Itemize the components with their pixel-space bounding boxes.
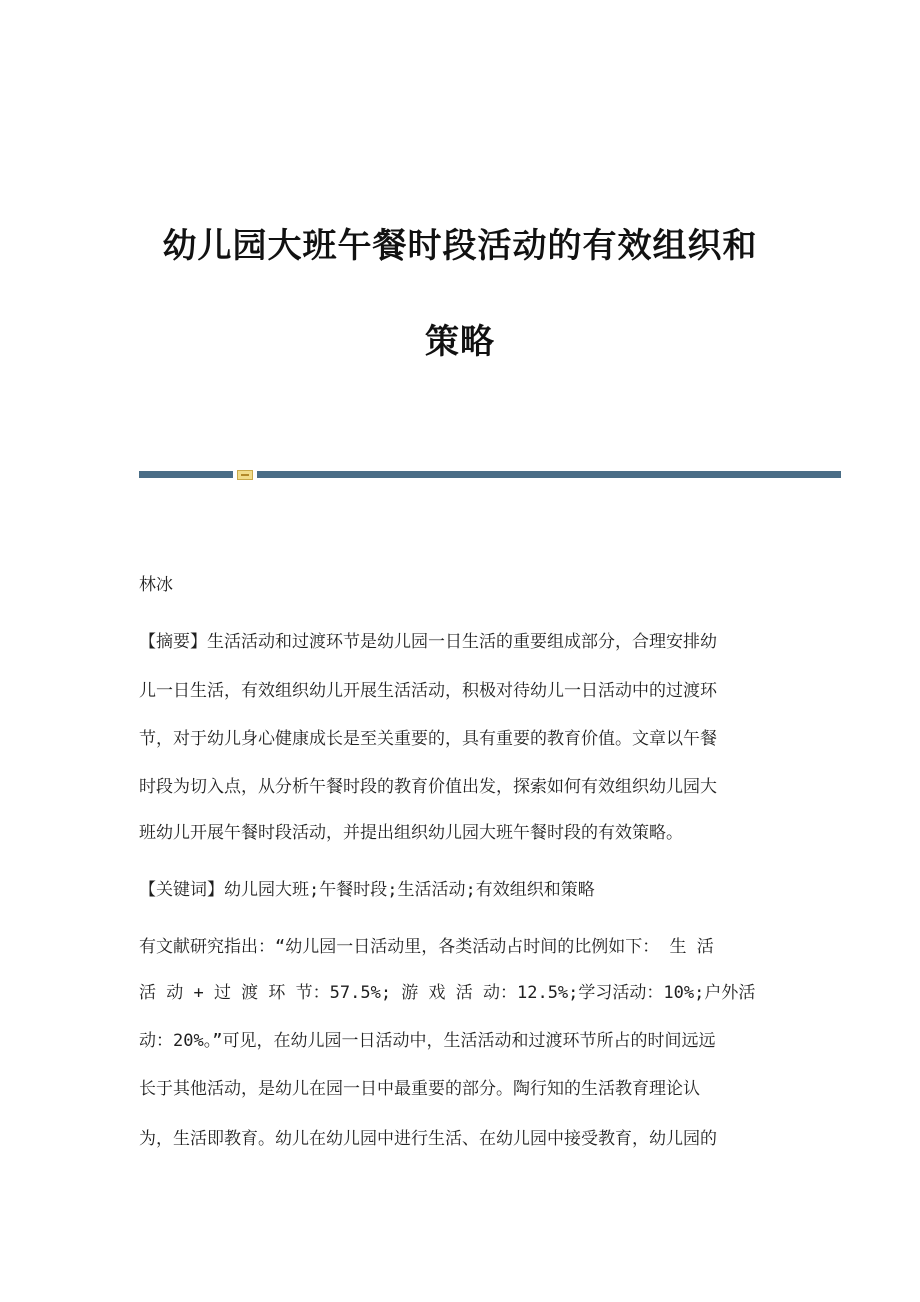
- abstract-line-4: 时段为切入点，从分析午餐时段的教育价值出发，探索如何有效组织幼儿园大: [139, 777, 717, 797]
- document-title-line-2: 策略: [425, 322, 495, 362]
- abstract-line-1: 【摘要】生活活动和过渡环节是幼儿园一日生活的重要组成部分，合理安排幼: [139, 632, 717, 652]
- body-line-3: 动：20%。”可见，在幼儿园一日活动中，生活活动和过渡环节所占的时间远远: [139, 1031, 716, 1051]
- body-line-5: 为，生活即教育。幼儿在幼儿园中进行生活、在幼儿园中接受教育，幼儿园的: [139, 1129, 717, 1149]
- abstract-line-5: 班幼儿开展午餐时段活动，并提出组织幼儿园大班午餐时段的有效策略。: [139, 823, 683, 843]
- divider-ornament-icon: [237, 470, 253, 480]
- divider-bar-right: [257, 471, 841, 478]
- body-line-1: 有文献研究指出：“幼儿园一日活动里，各类活动占时间的比例如下： 生 活: [139, 937, 714, 957]
- author-name: 林冰: [139, 575, 173, 595]
- title-divider: [139, 470, 841, 480]
- abstract-line-3: 节，对于幼儿身心健康成长是至关重要的，具有重要的教育价值。文章以午餐: [139, 729, 717, 749]
- body-line-2: 活 动 + 过 渡 环 节：57.5%; 游 戏 活 动：12.5%;学习活动：10%;户外活: [139, 983, 756, 1003]
- document-title-line-1: 幼儿园大班午餐时段活动的有效组织和: [162, 226, 758, 266]
- divider-bar-left: [139, 471, 233, 478]
- body-line-4: 长于其他活动，是幼儿在园一日中最重要的部分。陶行知的生活教育理论认: [139, 1079, 700, 1099]
- keywords-line: 【关键词】幼儿园大班;午餐时段;生活活动;有效组织和策略: [139, 880, 595, 900]
- abstract-line-2: 儿一日生活，有效组织幼儿开展生活活动，积极对待幼儿一日活动中的过渡环: [139, 681, 717, 701]
